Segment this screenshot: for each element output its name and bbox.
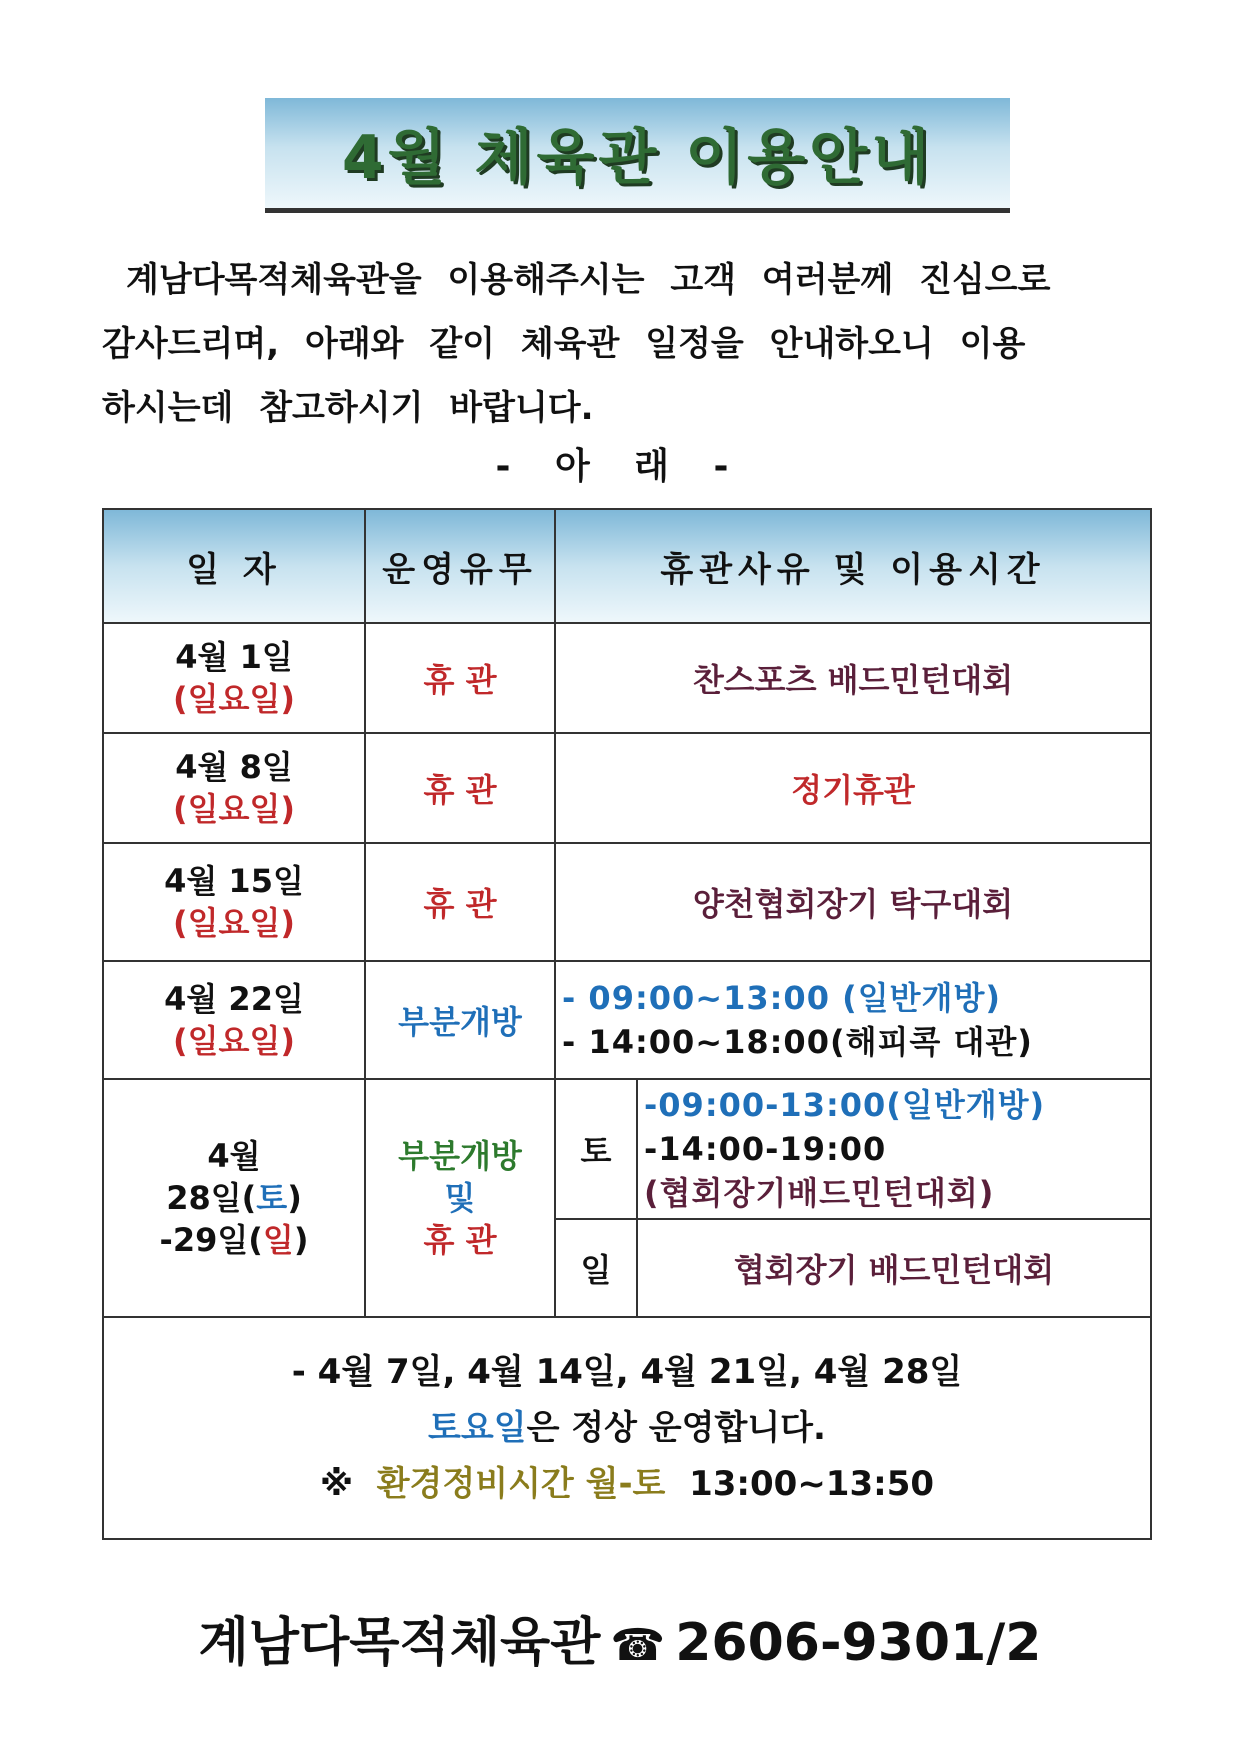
weekday-text: (일요일) [173, 680, 295, 718]
weekday-text: (일요일) [173, 1022, 295, 1060]
facility-name: 계남다목적체육관 [198, 1613, 601, 1673]
status-line-2: 및 [444, 1179, 476, 1217]
date-cell [103, 623, 365, 733]
intro-line-1: 계남다목적체육관을 이용해주시는 고객 여러분께 진심으로 [126, 260, 1051, 300]
phone-number: 2606-9301/2 [675, 1613, 1042, 1673]
weekday-text: (일요일) [173, 790, 295, 828]
table-row [103, 1079, 1151, 1219]
hours-cell [637, 1079, 1151, 1219]
note-line-3 [110, 1456, 1144, 1512]
reference-mark: ※ [319, 1464, 354, 1504]
date-cell [103, 733, 365, 843]
sunday-label: 일 [262, 1221, 294, 1259]
reason-cell: 찬스포츠 배드민턴대회 [555, 623, 1151, 733]
intro-line-2: 감사드리며, 아래와 같이 체육관 일정을 안내하오니 이용 [102, 324, 1026, 364]
note-line-1: - 4월 7일, 4월 14일, 4월 21일, 4월 28일 [291, 1352, 963, 1392]
date-text: 4월 [207, 1137, 261, 1175]
intro-paragraph [102, 248, 1170, 440]
saturday-highlight: 토요일 [428, 1408, 527, 1448]
status-cell: 휴 관 [365, 843, 555, 961]
hours-line-2: - 14:00~18:00(해피콕 대관) [562, 1023, 1033, 1061]
date-cell [103, 1079, 365, 1317]
header-date: 일 자 [103, 509, 365, 623]
reason-cell: 협회장기 배드민턴대회 [637, 1219, 1151, 1317]
date-paren-close: ) [293, 1221, 309, 1259]
maintenance-label: 환경정비시간 월-토 [376, 1464, 666, 1504]
hours-line-1: - 09:00~13:00 (일반개방) [562, 979, 1001, 1017]
status-cell [365, 1079, 555, 1317]
status-line-3: 휴 관 [423, 1221, 497, 1259]
hours-line-2: -14:00-19:00 [644, 1130, 887, 1168]
sub-heading: - 아 래 - [495, 446, 745, 487]
date-text-sunday [110, 1219, 358, 1261]
reason-cell: 양천협회장기 탁구대회 [555, 843, 1151, 961]
table-row [103, 961, 1151, 1079]
hours-line-1: -09:00-13:00(일반개방) [644, 1086, 1046, 1124]
saturday-flag: 토 [555, 1079, 637, 1219]
table-row [103, 733, 1151, 843]
note-line-2 [110, 1400, 1144, 1456]
date-text: 4월 1일 [175, 638, 293, 676]
sunday-flag: 일 [555, 1219, 637, 1317]
date-cell [103, 843, 365, 961]
note-text: 은 정상 운영합니다. [526, 1408, 826, 1448]
date-number: 28일( [166, 1179, 257, 1217]
notes-row [103, 1317, 1151, 1539]
saturday-label: 토 [256, 1179, 288, 1217]
weekday-text: (일요일) [173, 904, 295, 942]
schedule-table [102, 508, 1152, 1540]
date-paren-close: ) [287, 1179, 302, 1217]
maintenance-time: 13:00~13:50 [689, 1464, 935, 1504]
reason-cell: 정기휴관 [555, 733, 1151, 843]
status-cell: 휴 관 [365, 623, 555, 733]
footer-contact [0, 1600, 1240, 1675]
table-row [103, 843, 1151, 961]
date-text: 4월 22일 [164, 980, 304, 1018]
page-title: 4월 체육관 이용안내 [341, 123, 934, 193]
date-text-saturday [110, 1177, 358, 1219]
notes-cell [103, 1317, 1151, 1539]
status-line-1: 부분개방 [398, 1137, 522, 1175]
table-header-row [103, 509, 1151, 623]
status-cell: 휴 관 [365, 733, 555, 843]
table-row [103, 623, 1151, 733]
date-number: -29일( [159, 1221, 263, 1259]
intro-line-3: 하시는데 참고하시기 바랍니다. [102, 388, 594, 428]
date-cell [103, 961, 365, 1079]
phone-icon: ☎ [610, 1620, 666, 1671]
header-reason: 휴관사유 및 이용시간 [555, 509, 1151, 623]
header-status: 운영유무 [365, 509, 555, 623]
hours-line-3: (협회장기배드민턴대회) [644, 1174, 995, 1212]
date-text: 4월 15일 [164, 862, 304, 900]
date-text: 4월 8일 [175, 748, 293, 786]
hours-cell [555, 961, 1151, 1079]
status-cell: 부분개방 [365, 961, 555, 1079]
title-banner [265, 98, 1010, 213]
